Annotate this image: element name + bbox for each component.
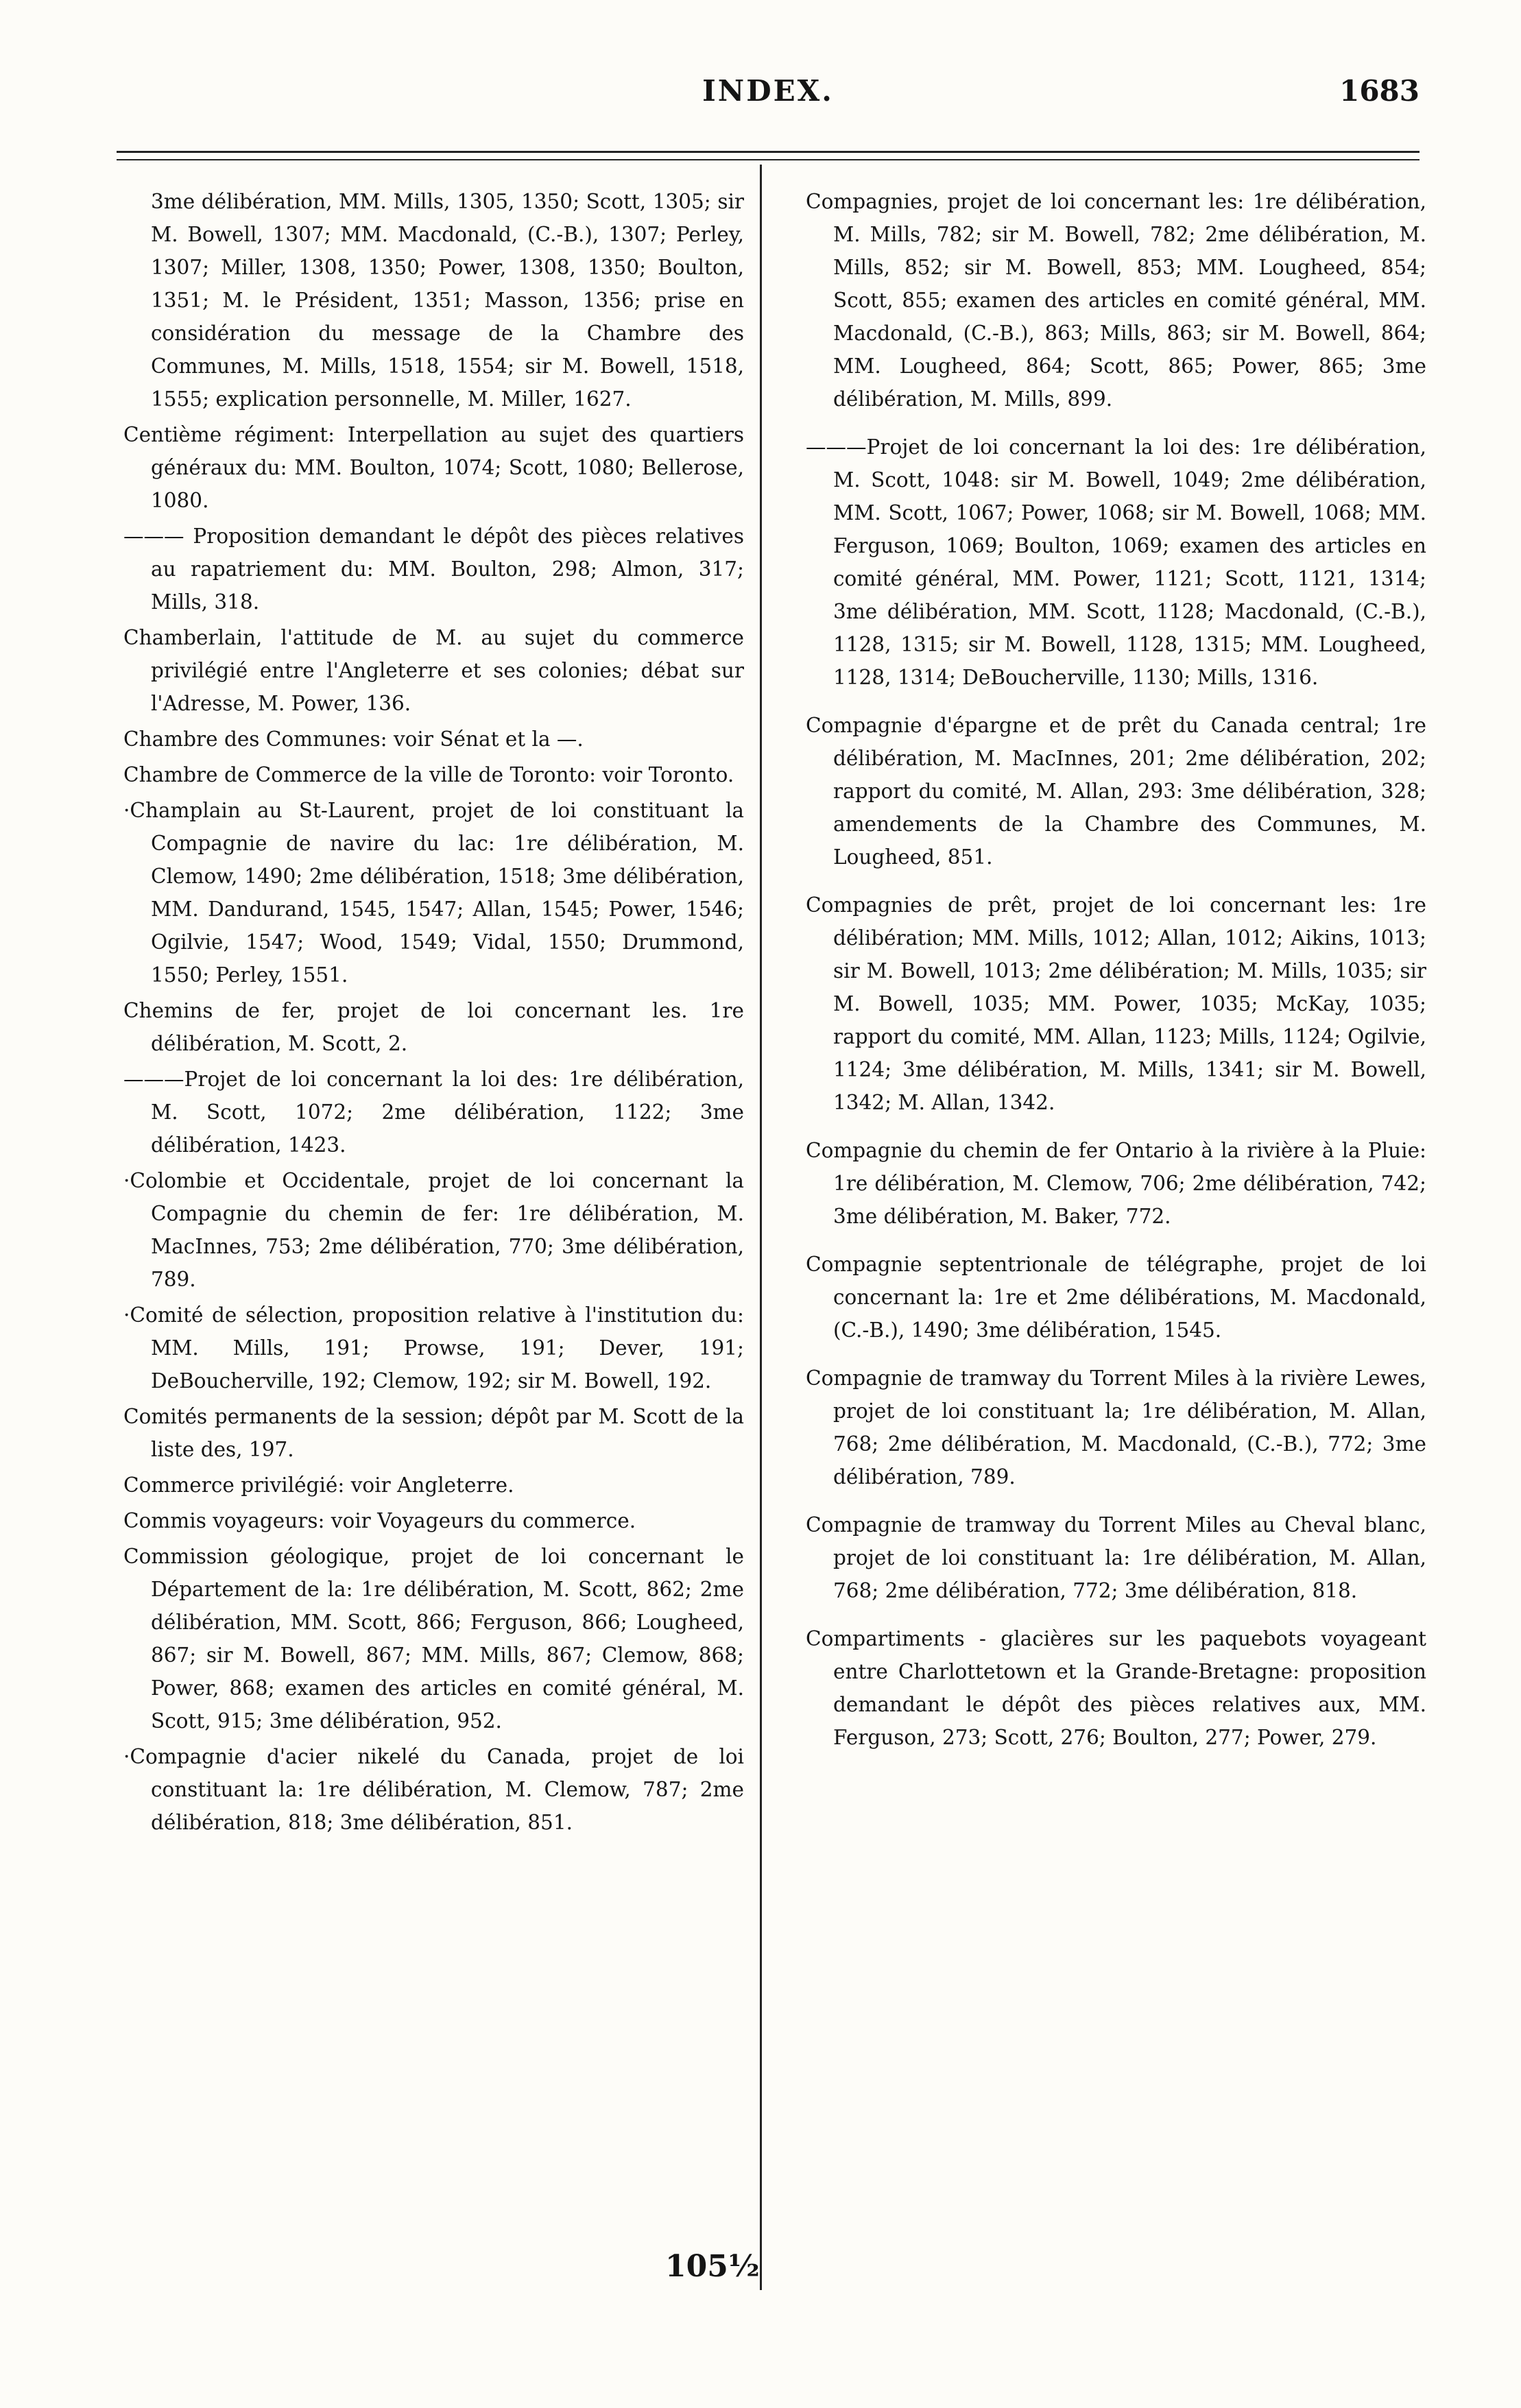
index-entry: 3me délibération, MM. Mills, 1305, 1350; Scott, 1305; sir M. Bowell, 1307; MM. Macdonald, (C.-B.), 1307; Perley, 1307; Miller, 1308, 1350; Power, 1308, 1350; Boulton, 1351; M. le Président, 1351; Masson, 1356; prise en considération du message de la Chambre des Communes, M. Mills, 1518, 1554; sir M. Bowell, 1518, 1555; explication personnelle, M. Miller, 1627.	[151, 190, 744, 411]
index-entry: ———Projet de loi concernant la loi des: 1re délibération, M. Scott, 1048: sir M. Bowell, 1049; 2me délibération, MM. Scott, 1067; Power, 1068; sir M. Bowell, 1068; MM. Ferguson, 1069; Boulton, 1069; examen des articles en comité général, MM. Power, 1121; Scott, 1121, 1314; 3me délibération, MM. Scott, 1128; Macdonald, (C.-B.), 1128, 1315; sir M. Bowell, 1128, 1315; MM. Lougheed, 1128, 1314; DeBoucherville, 1130; Mills, 1316.	[806, 435, 1426, 689]
index-entry: Compagnies, projet de loi concernant les: 1re délibération, M. Mills, 782; sir M. Bowell, 782; 2me délibération, M. Mills, 852; sir M. Bowell, 853; MM. Lougheed, 854; Scott, 855; examen des articles en comité général, MM. Macdonald, (C.-B.), 863; Mills, 863; sir M. Bowell, 864; MM. Lougheed, 864; Scott, 865; Power, 865; 3me délibération, M. Mills, 899.	[806, 190, 1426, 411]
index-entry: ·Champlain au St-Laurent, projet de loi constituant la Compagnie de navire du lac: 1re délibération, M. Clemow, 1490; 2me délibération, 1518; 3me délibération, MM. Dandurand, 1545, 1547; Allan, 1545; Power, 1546; Ogilvie, 1547; Wood, 1549; Vidal, 1550; Drummond, 1550; Perley, 1551.	[123, 799, 744, 987]
header-rule-top	[117, 151, 1420, 153]
header-rule-bottom	[117, 159, 1420, 160]
index-entry: ·Compagnie d'acier nikelé du Canada, projet de loi constituant la: 1re délibération, M. Clemow, 787; 2me délibération, 818; 3me délibération, 851.	[123, 1745, 744, 1834]
index-entry: Compagnie de tramway du Torrent Miles au Cheval blanc, projet de loi constituant la: 1re délibération, M. Allan, 768; 2me délibération, 772; 3me délibération, 818.	[806, 1513, 1426, 1602]
index-entry: Comités permanents de la session; dépôt par M. Scott de la liste des, 197.	[123, 1405, 744, 1461]
index-entry: Compagnie d'épargne et de prêt du Canada central; 1re délibération, M. MacInnes, 201; 2me délibération, 202; rapport du comité, M. Allan, 293: 3me délibération, 328; amendements de la Chambre des Communes, M. Lougheed, 851.	[806, 714, 1426, 869]
index-entry: Commerce privilégié: voir Angleterre.	[123, 1473, 514, 1497]
page-title: INDEX.	[702, 74, 834, 108]
column-divider	[760, 165, 762, 2290]
index-entry: Compartiments - glacières sur les paquebots voyageant entre Charlottetown et la Grande-Bretagne: proposition demandant le dépôt des pièces relatives aux, MM. Ferguson, 273; Scott, 276; Boulton, 277; Power, 279.	[806, 1627, 1426, 1749]
index-entry: Centième régiment: Interpellation au sujet des quartiers généraux du: MM. Boulton, 1074; Scott, 1080; Bellerose, 1080.	[123, 423, 744, 512]
right-column	[806, 185, 1426, 1769]
index-entry: Chemins de fer, projet de loi concernant les. 1re délibération, M. Scott, 2.	[123, 999, 744, 1055]
index-entry: ·Comité de sélection, proposition relative à l'institution du: MM. Mills, 191; Prowse, 191; Dever, 191; DeBoucherville, 192; Clemow, 192; sir M. Bowell, 192.	[123, 1303, 744, 1393]
page-number: 1683	[1339, 74, 1420, 108]
index-entry: Commis voyageurs: voir Voyageurs du commerce.	[123, 1509, 636, 1532]
index-entry: ·Colombie et Occidentale, projet de loi concernant la Compagnie du chemin de fer: 1re délibération, M. MacInnes, 753; 2me délibération, 770; 3me délibération, 789.	[123, 1169, 744, 1291]
signature-mark: 105½	[665, 2249, 760, 2284]
index-entry: Compagnie du chemin de fer Ontario à la rivière à la Pluie: 1re délibération, M. Clemow, 706; 2me délibération, 742; 3me délibération, M. Baker, 772.	[806, 1139, 1426, 1228]
index-entry: ———Projet de loi concernant la loi des: 1re délibération, M. Scott, 1072; 2me délibération, 1122; 3me délibération, 1423.	[123, 1068, 744, 1157]
index-entry: ——— Proposition demandant le dépôt des pièces relatives au rapatriement du: MM. Boulton, 298; Almon, 317; Mills, 318.	[123, 525, 744, 614]
index-entry: Chambre des Communes: voir Sénat et la —.	[123, 727, 584, 751]
index-entry: Commission géologique, projet de loi concernant le Département de la: 1re délibération, M. Scott, 862; 2me délibération, MM. Scott, 866; Ferguson, 866; Lougheed, 867; sir M. Bowell, 867; MM. Mills, 867; Clemow, 868; Power, 868; examen des articles en comité général, M. Scott, 915; 3me délibération, 952.	[123, 1545, 744, 1733]
left-column	[123, 185, 744, 1842]
index-entry: Compagnie de tramway du Torrent Miles à la rivière Lewes, projet de loi constituant la; 1re délibération, M. Allan, 768; 2me délibération, M. Macdonald, (C.-B.), 772; 3me délibération, 789.	[806, 1366, 1426, 1489]
index-entry: Compagnie septentrionale de télégraphe, projet de loi concernant la: 1re et 2me délibérations, M. Macdonald, (C.-B.), 1490; 3me délibération, 1545.	[806, 1253, 1426, 1342]
page-header	[117, 74, 1420, 122]
index-entry: Chambre de Commerce de la ville de Toronto: voir Toronto.	[123, 763, 734, 786]
index-entry: Chamberlain, l'attitude de M. au sujet du commerce privilégié entre l'Angleterre et ses colonies; débat sur l'Adresse, M. Power, 136.	[123, 626, 744, 715]
index-entry: Compagnies de prêt, projet de loi concernant les: 1re délibération; MM. Mills, 1012; Allan, 1012; Aikins, 1013; sir M. Bowell, 1013; 2me délibération; M. Mills, 1035; sir M. Bowell, 1035; MM. Power, 1035; McKay, 1035; rapport du comité, MM. Allan, 1123; Mills, 1124; Ogilvie, 1124; 3me délibération, M. Mills, 1341; sir M. Bowell, 1342; M. Allan, 1342.	[806, 893, 1426, 1114]
